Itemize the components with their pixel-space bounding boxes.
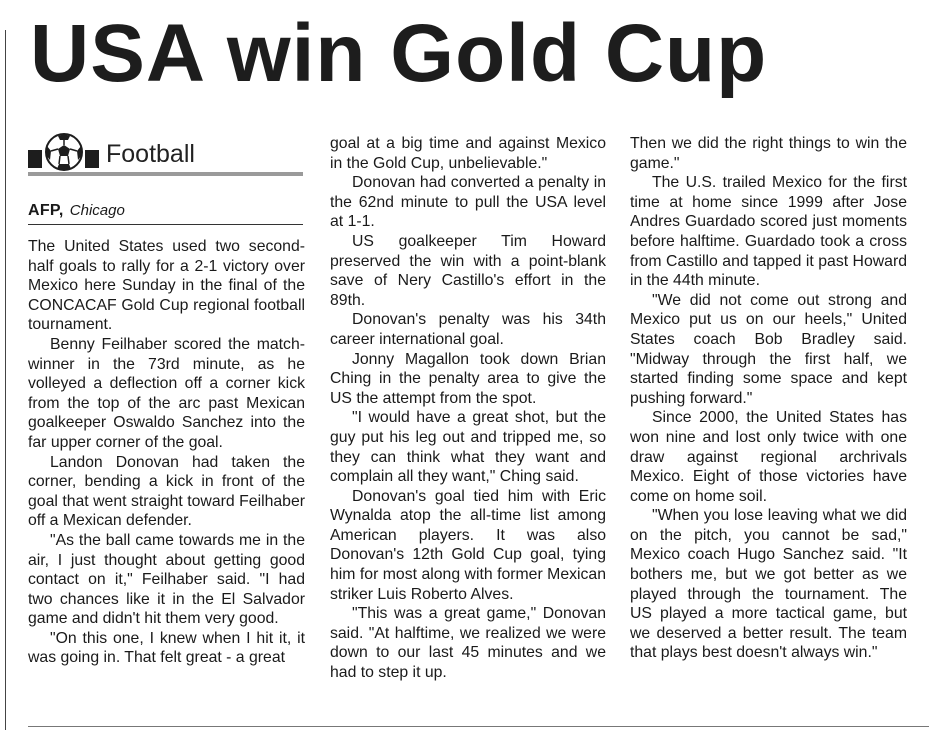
byline-city: Chicago bbox=[69, 202, 125, 219]
paragraph: Donovan had converted a penalty in the 62nd minute to pull the USA level at 1-1. bbox=[330, 174, 606, 231]
paragraph: The U.S. trailed Mexico for the first time at home since 1999 after Jose Andres Guardado scored just moments before halftime. Guardado took a cross from Castillo and tapped it past Howard in the 44th minute. bbox=[630, 174, 907, 290]
paragraph: Donovan's penalty was his 34th career international goal. bbox=[330, 311, 606, 348]
paragraph: "When you lose leaving what we did on the pitch, you cannot be sad," Mexico coach Hugo Sanchez said. "It bothers me, but we got better as we played through the tournament. The US played a more tactical game, but we deserved a better result. The team that plays best doesn't always win." bbox=[630, 507, 907, 662]
paragraph: "I would have a great shot, but the guy put his leg out and tripped me, so they can think what they want and complain all they want," Ching said. bbox=[330, 409, 606, 486]
article-column-1 bbox=[28, 237, 305, 668]
section-underline bbox=[28, 172, 303, 176]
byline bbox=[28, 201, 125, 221]
paragraph: Since 2000, the United States has won nine and lost only twice with one draw against regional archrivals Mexico. Eight of those victories have come on home soil. bbox=[630, 409, 907, 505]
paragraph: goal at a big time and against Mexico in the Gold Cup, unbelievable." bbox=[330, 135, 606, 172]
paragraph: Benny Feilhaber scored the match-winner in the 73rd minute, as he volleyed a deflection off a corner kick from the top of the arc past Mexican goalkeeper Oswaldo Sanchez into the far upper corner of the goal. bbox=[28, 335, 305, 451]
paragraph: "This was a great game," Donovan said. "At halftime, we realized we were down to our last 45 minutes and we had to step it up. bbox=[330, 605, 606, 682]
paragraph: The United States used two second-half goals to rally for a 2-1 victory over Mexico here Sunday in the final of the CONCACAF Gold Cup regional football tournament. bbox=[28, 238, 305, 334]
section-tag bbox=[28, 133, 303, 177]
article-column-3 bbox=[630, 134, 907, 663]
left-column-rule bbox=[5, 30, 6, 730]
article-column-2 bbox=[330, 134, 606, 683]
section-label: Football bbox=[106, 140, 195, 168]
paragraph: Donovan's goal tied him with Eric Wynalda atop the all-time list among American players. It was also Donovan's 12th Gold Cup goal, tying him for most along with former Mexican striker Luis Roberto Alves. bbox=[330, 487, 606, 603]
headline: USA win Gold Cup bbox=[30, 8, 768, 99]
paragraph: Then we did the right things to win the game." bbox=[630, 135, 907, 172]
bottom-rule bbox=[28, 726, 929, 727]
paragraph: US goalkeeper Tim Howard preserved the win with a point-blank save of Nery Castillo's effort in the 89th. bbox=[330, 232, 606, 309]
byline-agency: AFP, bbox=[28, 202, 64, 219]
paragraph: Landon Donovan had taken the corner, bending a kick in front of the goal that went straight toward Feilhaber off a Mexican defender. bbox=[28, 453, 305, 530]
byline-rule bbox=[28, 224, 303, 225]
soccer-ball-icon bbox=[28, 133, 100, 173]
paragraph: "As the ball came towards me in the air, I just thought about getting good contact on it," Feilhaber said. "I had two chances like it in the El Salvador game and didn't hit them very good. bbox=[28, 531, 305, 628]
paragraph: Jonny Magallon took down Brian Ching in the penalty area to give the US the attempt from the spot. bbox=[330, 350, 606, 407]
paragraph: "On this one, I knew when I hit it, it was going in. That felt great - a great bbox=[28, 629, 305, 667]
paragraph: "We did not come out strong and Mexico put us on our heels," United States coach Bob Bradley said. "Midway through the first half, we started finding some space and kept pushing forward." bbox=[630, 291, 907, 407]
